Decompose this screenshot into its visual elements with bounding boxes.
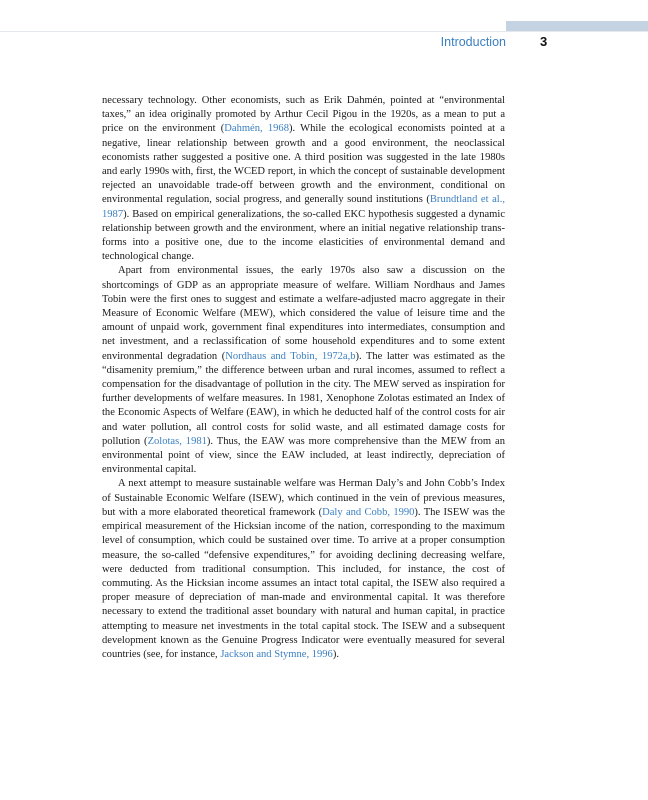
body-text xyxy=(102,94,505,662)
citation-link[interactable]: Zolotas, 1981 xyxy=(147,435,207,447)
paragraph-3: A next attempt to measure sustainable welfare was Herman Daly’s and John Cobb’s Index of Sustainable Economic Welfare (ISEW), which continued in the vein of previous measures, but with a more elaborated theoretical framework (Daly and Cobb, 1990). The ISEW was the empirical measurement of the Hicksian income of the nation, corresponding to the maximum level of consumption, which could be sustained over time. To arrive at a proper consumption measure, the so-called “defensive expenditures,” for avoiding declining decreasing welfare, were deducted from traditional consumption. This included, for instance, the cost of commuting. As the Hicksian income assumes an intact total capital, the ISEW also required a proper measure of depreciation of man-made and environmental capital. It was therefore necessary to extend the traditional asset boundary with natural and human capital, in practice attempting to measure net investments in the total capital stock. The ISEW and a subsequent development known as the Genuine Progress Indicator were eventually measured for several countries (see, for instance, Jackson and Stymne, 1996). xyxy=(102,478,505,660)
citation-link[interactable]: Daly and Cobb, 1990 xyxy=(322,506,415,518)
page-number: 3 xyxy=(540,34,548,49)
citation-link[interactable]: Brundtland et al., 1987 xyxy=(102,194,505,220)
citation-link[interactable]: Dahmén, 1968 xyxy=(224,123,289,135)
running-head-title: Introduction xyxy=(440,35,506,49)
header-rule xyxy=(0,31,648,32)
citation-link[interactable]: Nordhaus and Tobin, 1972a,b xyxy=(225,350,356,362)
citation-link[interactable]: Jackson and Stymne, 1996 xyxy=(220,648,333,660)
paragraph-1: necessary technology. Other economists, such as Erik Dahmén, pointed at “environmental taxes,” an idea originally promoted by Arthur Cecil Pigou in the 1920s, as a mean to put a price on the environment (Dahmén, 1968). While the ecological economists pointed at a negative, linear relationship between growth and a good environment, the neoclassical economists rather suggested a positive one. A third position was suggested in the late 1980s and early 1990s with, first, the WCED report, in which the concept of sustainable development rejected an unavoidable trade-off between growth and the environment, conditional on environmental regulation, social progress, and generally sound institutions (Brundtland et al., 1987). Based on empirical generalizations, the so-called EKC hypothesis suggested a dynamic relationship between growth and the environment, where an initial negative relationship transforms into a positive one, due to the income elasticities of environmental demand and technological change. xyxy=(102,95,505,263)
paragraph-2: Apart from environmental issues, the early 1970s also saw a discussion on the shortcomings of GDP as an appropriate measure of welfare. William Nordhaus and James Tobin were the first ones to suggest and estimate a welfare-adjusted macro aggregate in their Measure of Economic Welfare (MEW), which considered the value of leisure time and the amount of unpaid work, government final expenditures into intermediates, consumption and net investment, and a reclassification of some household expenditures and to some extent environmental degradation (Nordhaus and Tobin, 1972a,b). The latter was estimated as the “disamenity premium,” the difference between urban and rural incomes, assumed to reflect a compensation for the disadvantage of pollution in the city. The MEW served as inspiration for further developments of welfare measures. In 1981, Xenophone Zolotas estimated an Index of the Economic Aspects of Welfare (EAW), in which he deducted half of the control costs for air and water pollution, all control costs for solid waste, and all estimated damage costs for pollution (Zolotas, 1981). Thus, the EAW was more comprehensive than the MEW from an environmental point of view, since the EAW included, at least indirectly, depreciation of environmental capital. xyxy=(102,265,505,476)
